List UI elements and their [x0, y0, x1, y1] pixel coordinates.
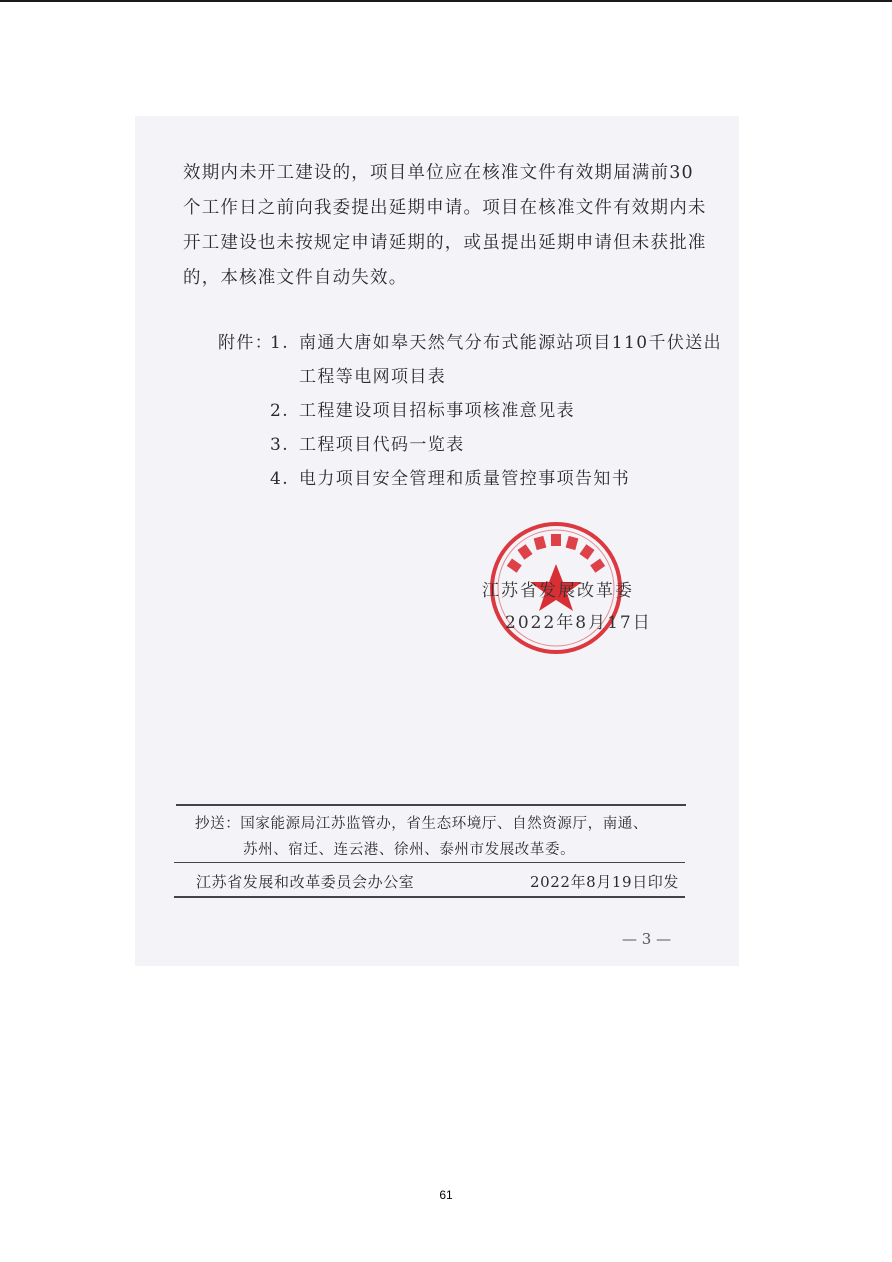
attachment-2-text: 工程建设项目招标事项核准意见表	[299, 401, 575, 421]
footer-bottom-rule	[174, 896, 685, 898]
attachment-1-text-continued: 工程等电网项目表	[299, 367, 447, 387]
page-number: 61	[439, 1188, 453, 1202]
attachment-1-number: 1.	[270, 333, 290, 353]
signing-organization: 江苏省发展改革委	[482, 581, 634, 601]
issuer-office: 江苏省发展和改革委员会办公室	[196, 873, 415, 891]
cc-line-1: 抄送：国家能源局江苏监管办，省生态环境厅、自然资源厅，南通、	[195, 816, 648, 832]
cc-line-2: 苏州、宿迁、连云港、徐州、泰州市发展改革委。	[243, 842, 576, 858]
attachments-label: 附件：	[218, 333, 274, 353]
cc-top-rule	[176, 804, 686, 806]
top-border-line	[0, 0, 892, 2]
print-date: 2022年8月19日印发	[530, 873, 680, 891]
attachment-3-text: 工程项目代码一览表	[299, 435, 465, 455]
attachment-3-number: 3.	[270, 435, 290, 455]
attachment-2-number: 2.	[270, 401, 290, 421]
body-text-line-1: 效期内未开工建设的，项目单位应在核准文件有效期届满前30	[183, 163, 694, 183]
signing-date: 2022年8月17日	[505, 613, 652, 633]
body-text-line-2: 个工作日之前向我委提出延期申请。项目在核准文件有效期内未	[183, 198, 707, 218]
attachment-4-text: 电力项目安全管理和质量管控事项告知书	[299, 469, 631, 489]
attachment-4-number: 4.	[270, 469, 290, 489]
attachment-1-text: 南通大唐如皋天然气分布式能源站项目110千伏送出	[299, 333, 723, 353]
body-text-line-4: 的，本核准文件自动失效。	[183, 268, 408, 288]
body-text-line-3: 开工建设也未按规定申请延期的，或虽提出延期申请但未获批准	[183, 233, 707, 253]
cc-bottom-rule	[174, 862, 685, 863]
scanned-page-number: — 3 —	[622, 930, 672, 948]
